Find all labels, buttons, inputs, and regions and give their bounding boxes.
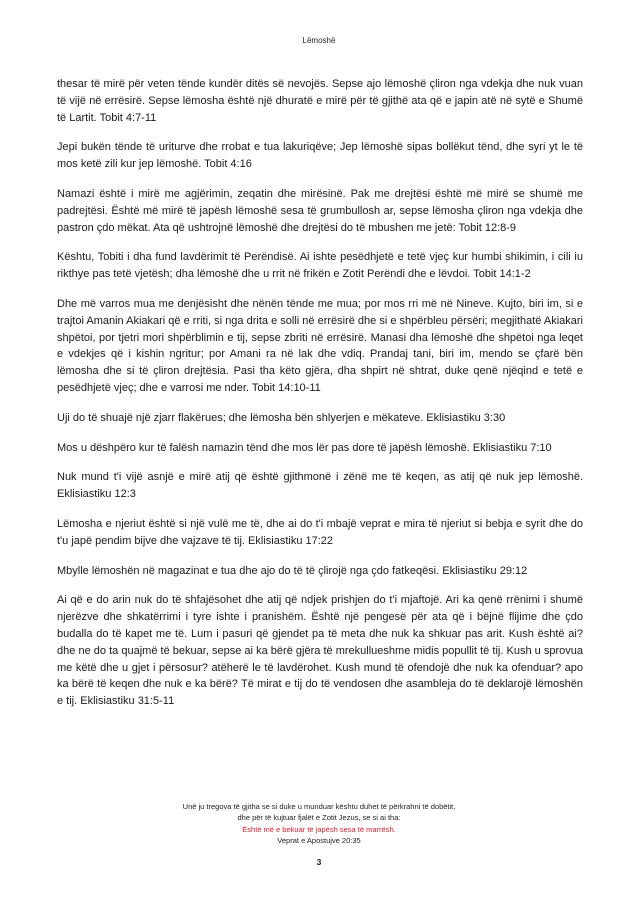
paragraph: Dhe më varros mua me denjësisht dhe nënën tënde me mua; por mos rri më në Nineve. Kujto, biri im, si e trajtoi Amanin Akiakari që e rriti, si nga drita e solli në errësirë dhe si e shpërbleu përsëri; megjithatë Akiakari shpëtoi, por tjetri mori shpërblimin e tij, sepse zbriti në errësirë. Manasi dha lëmoshë dhe shpëtoi nga leqet e vdekjes që i kishin ngritur; por Amani ra në lak dhe vdiq. Prandaj tani, biri im, mendo se çfarë bën lëmosha dhe si të çliron drejtësia. Pasi tha këto gjëra, dha shpirt në shtrat, duke qenë njëqind e tetë e pesëdhjetë vjeç; dhe e varrosi me nder. Tobit 14:10-11	[57, 297, 583, 394]
paragraph: Mos u dëshpëro kur të falësh namazin tënd dhe mos lër pas dore të japësh lëmoshë. Eklisiastiku 7:10	[57, 441, 552, 454]
paragraph: Kështu, Tobiti i dha fund lavdërimit të Perëndisë. Ai ishte pesëdhjetë e tetë vjeç kur humbi shikimin, i cili iu rikthye pas tetë vjetësh; dha lëmoshë dhe u rrit në frikën e Zotit Perëndi dhe e lëvdoi. Tobit 14:1-2	[57, 251, 583, 281]
header-title: Lëmoshë	[302, 36, 336, 45]
page-footer	[0, 801, 638, 846]
paragraph: Mbylle lëmoshën në magazinat e tua dhe ajo do të të çlirojë nga çdo fatkeqësi. Eklisiastiku 29:12	[57, 564, 528, 577]
paragraph: thesar të mirë për veten tënde kundër ditës së nevojës. Sepse ajo lëmoshë çliron nga vdekja dhe nuk vuan të vijë në errësirë. Sepse lëmosha është një dhuratë e mirë për të gjithë ata që e japin atë në sytë e Shumë të Lartit. Tobit 4:7-11	[57, 78, 583, 124]
footer-reference: Veprat e Apostujve 20:35	[277, 835, 361, 845]
paragraph: Nuk mund t'i vijë asnjë e mirë atij që është gjithmonë i zënë me të keqen, as atij që nuk jep lëmoshë. Eklisiastiku 12:3	[57, 471, 583, 501]
document-body	[57, 76, 583, 723]
page-header	[0, 36, 638, 45]
page-number: 3	[316, 857, 322, 867]
paragraph: Jepi bukën tënde të uriturve dhe rrobat e tua lakuriqëve; Jep lëmoshë sipas bollëkut tënd, dhe syri yt le të mos ketë zili kur jep lëmoshë. Tobit 4:16	[57, 141, 583, 171]
footer-line: Unë ju tregova të gjitha se si duke u munduar kështu duhet të përkrahni të dobëtit,	[182, 802, 456, 811]
paragraph: Uji do të shuajë një zjarr flakërues; dhe lëmosha bën shlyerjen e mëkateve. Eklisiastiku 3:30	[57, 411, 506, 424]
paragraph: Namazi është i mirë me agjërimin, zeqatin dhe mirësinë. Pak me drejtësi është më mirë se shumë me padrejtësi. Është më mirë të japësh lëmoshë sesa të grumbullosh ar, sepse lëmosha çliron nga vdekja dhe pastron çdo mëkat. Ata që ushtrojnë lëmoshë dhe drejtësi do të mbushen me jetë: Tobit 12:8-9	[57, 187, 583, 234]
footer-line: dhe për të kujtuar fjalët e Zotit Jezus, se si ai tha:	[237, 813, 401, 823]
footer-highlight-quote: Është më e bekuar të japësh sesa të marrësh.	[242, 824, 396, 834]
paragraph: Lëmosha e njeriut është si një vulë me të, dhe ai do t'i mbajë veprat e mira të njeriut si bebja e syrit dhe do t'u japë pendim bijve dhe vajzave të tij. Eklisiastiku 17:22	[57, 517, 583, 547]
paragraph: Ai që e do arin nuk do të shfajësohet dhe atij që ndjek prishjen do t'i mjaftojë. Ari ka qenë rrënimi i shumë njerëzve dhe shkatërrimi i tyre ishte i pranishëm. Është një pengesë për ata që i bëjnë flijime dhe çdo budalla do të kapet me të. Lum i pasuri që gjendet pa të meta dhe nuk ka shkuar pas arit. Kush është ai? dhe ne do ta quajmë të bekuar, sepse ai ka bërë gjëra të mrekullueshme midis popullit të tij. Kush u sprovua me këtë dhe u gjet i përsosur? atëherë le të lavdërohet. Kush mund të ofendojë dhe nuk ka ofenduar? apo ka bërë të keqen dhe nuk e ka bërë? Të mirat e tij do të vendosen dhe asambleja do të deklarojë lëmoshën e tij. Eklisiastiku 31:5-11	[57, 594, 583, 708]
